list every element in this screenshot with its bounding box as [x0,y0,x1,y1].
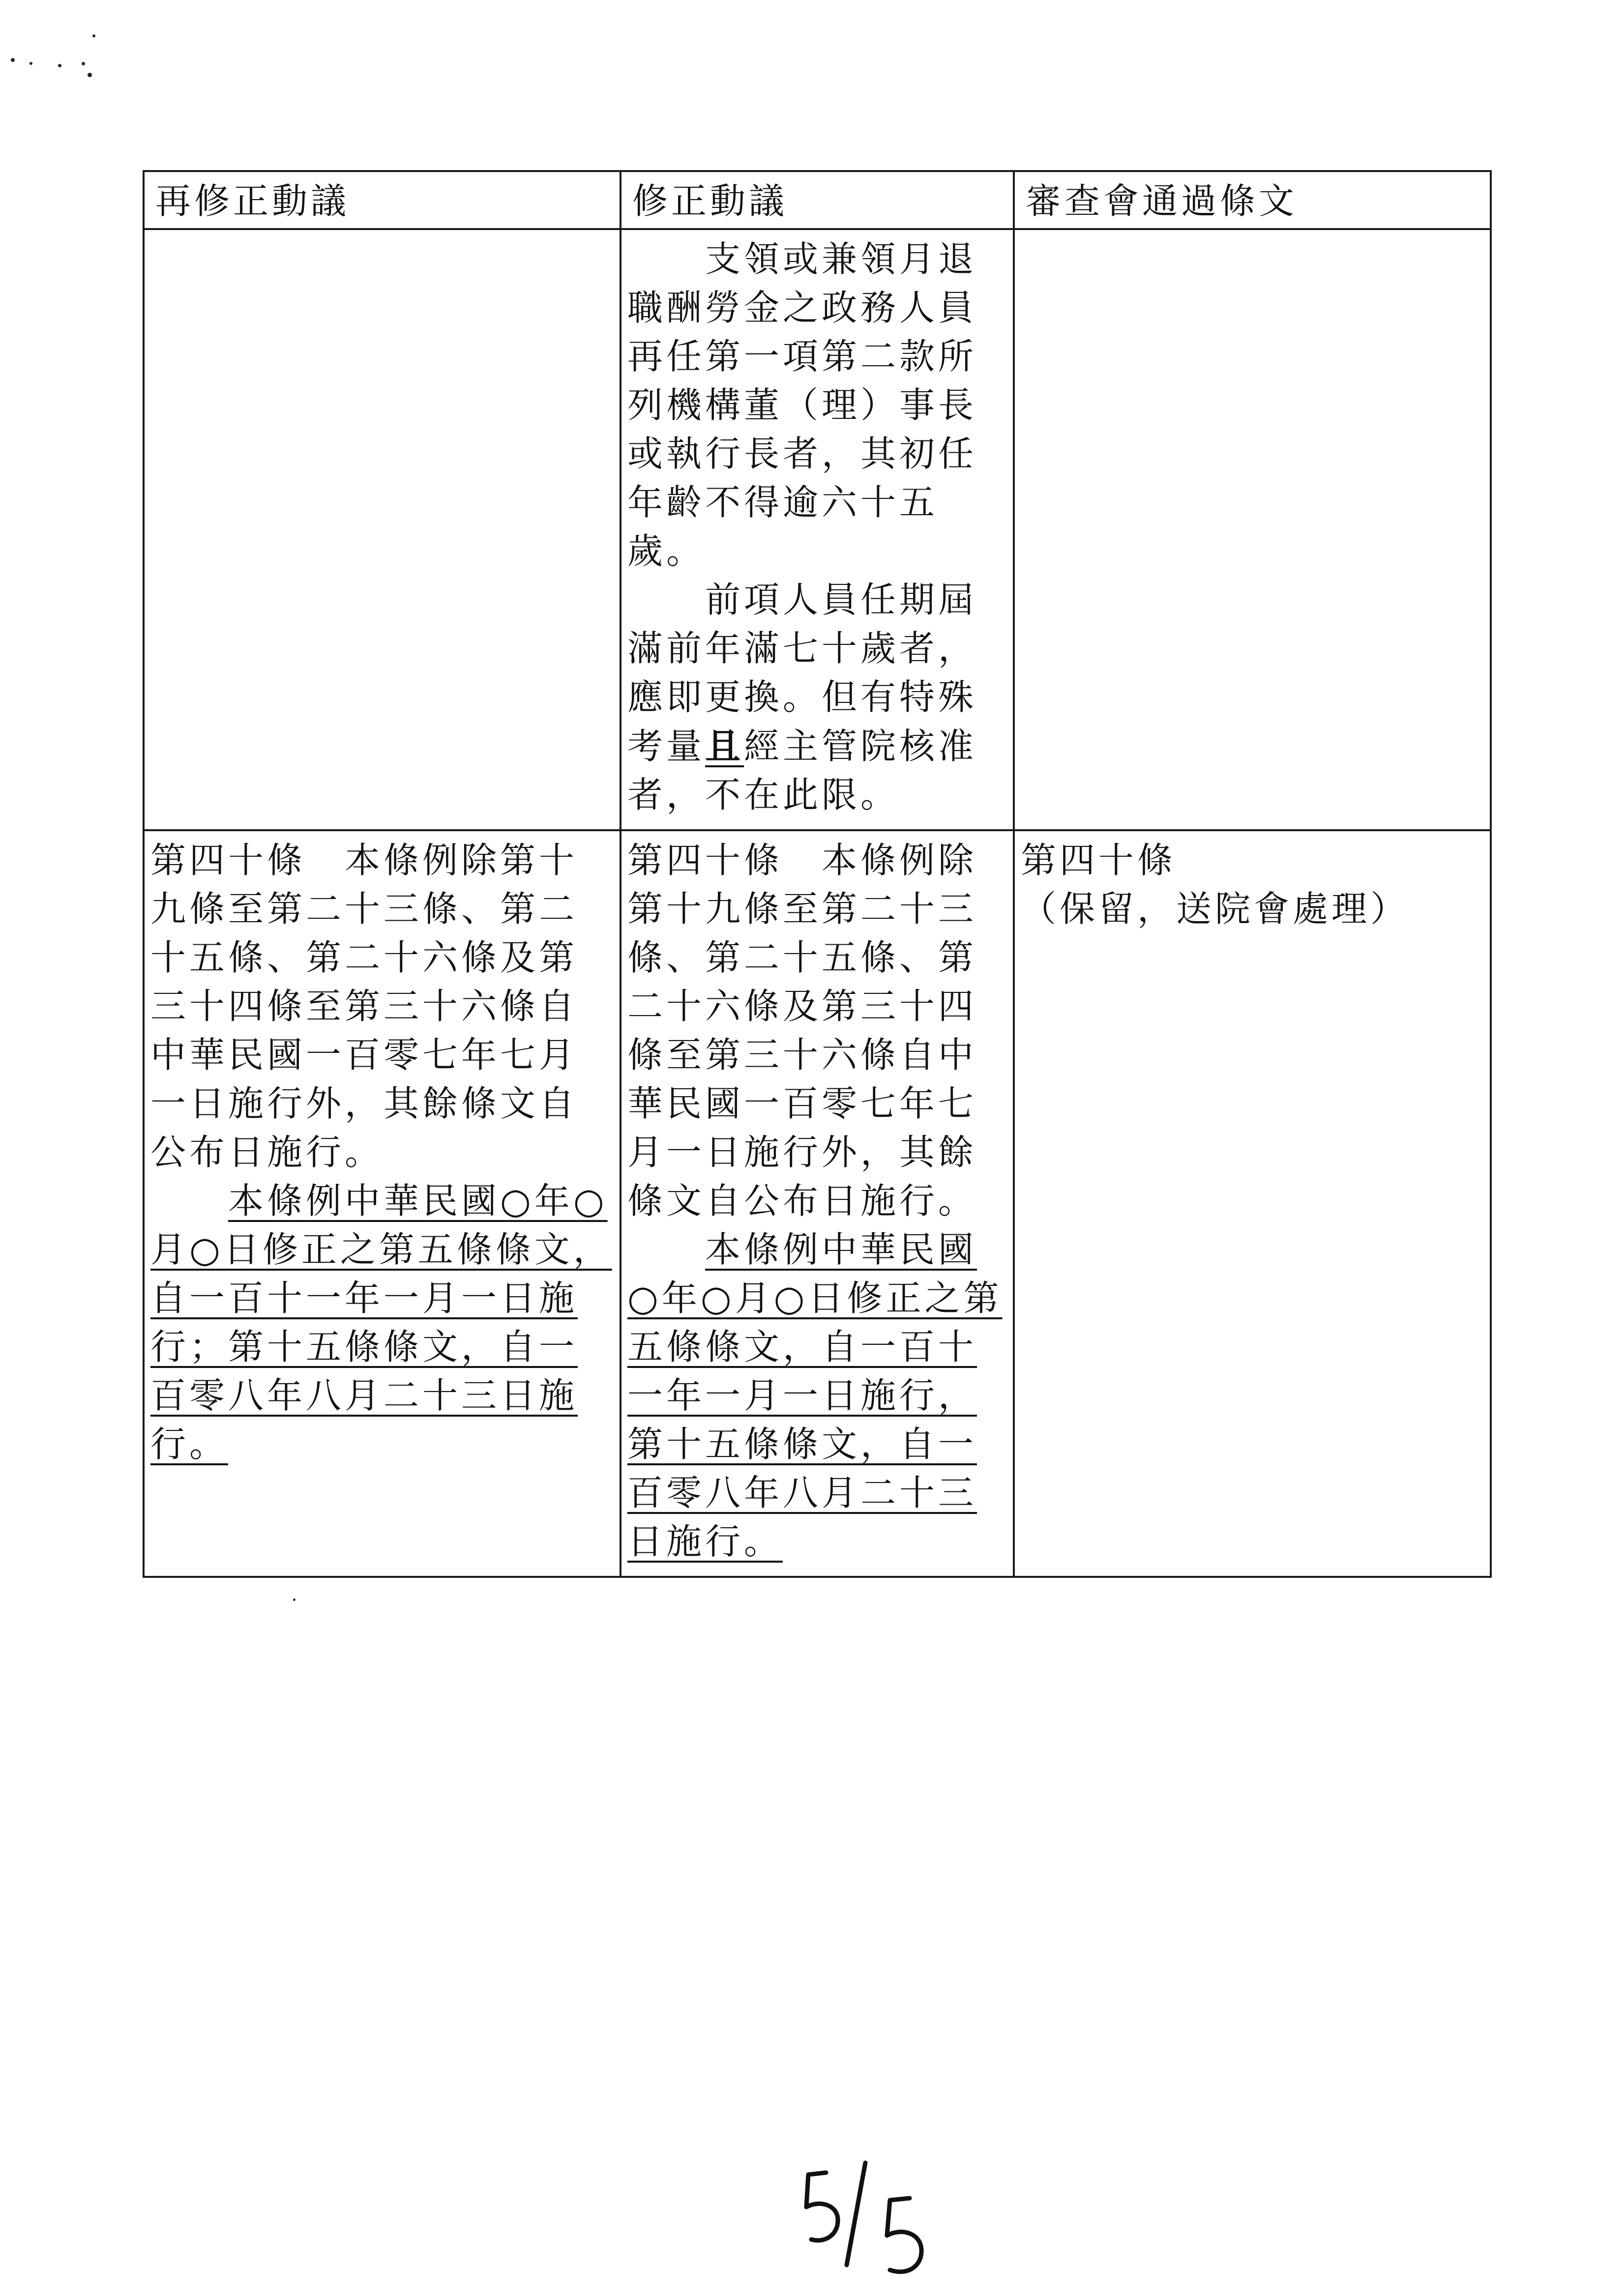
scan-speck [11,58,15,62]
scan-speck [58,64,61,67]
article-40-paragraph: 第四十條 本條例除第十九條至第二十三條、第二十五條、第二十六條及第三十四條至第三十六條自中華民國一百零七年七月一日施行外，其餘條文自公布日施行。 [150,840,578,1173]
amendment-text: 經主管院核准者，不在此限。 [627,726,977,815]
article-40-heading: 第四十條 [1021,840,1177,881]
committee-cell [1014,830,1491,1577]
scan-speck [30,62,32,65]
re-amendment-cell [144,830,620,1577]
table-row [144,229,1491,830]
table-header-row [144,171,1491,229]
amendment-cell [620,830,1014,1577]
amendment-text: 前項人員任期屆滿前年滿七十歲者，應即更換。但有特殊考量 [627,579,977,767]
amendment-cell [620,229,1014,830]
header-amendment-motion: 修正動議 [620,171,1014,229]
underlined-amendment-text: 本條例中華民國○年○月○日修正之第五條條文，自一百十一年一月一日施行；第十五條條文，自一百零八年八月二十三日施行。 [150,1180,612,1465]
amendment-paragraph: 支領或兼領月退職酬勞金之政務人員再任第一項第二款所列機構董（理）事長或執行長者，其初任年齡不得逾六十五歲。 [627,238,977,572]
re-amendment-cell-empty [144,229,620,830]
handwritten-page-number [792,2153,939,2281]
table-row [144,830,1491,1577]
header-committee-passed-text: 審查會通過條文 [1014,171,1491,229]
article-40-paragraph: 第四十條 本條例除第十九條至第二十三條、第二十五條、第二十六條及第三十四條至第三十六條自中華民國一百零七年七月一日施行外，其餘條文自公布日施行。 [627,840,977,1221]
reserved-note: （保留，送院會處理） [1021,888,1410,930]
header-re-amendment-motion: 再修正動議 [144,171,620,229]
scan-speck [293,1598,295,1601]
underlined-amendment-text: 本條例中華民國○年○月○日修正之第五條條文，自一百十一年一月一日施行，第十五條條文，自一百零八年八月二十三日施行。 [627,1229,1003,1562]
amendment-comparison-table [143,170,1492,1578]
scan-speck [82,62,85,65]
article-40-added-paragraph [150,1177,614,1469]
scan-speck [92,34,95,37]
committee-cell-empty [1014,229,1491,830]
amendment-paragraph [627,576,1007,819]
amended-word: 且 [705,725,744,767]
scan-speck [88,73,92,77]
article-40-added-paragraph [627,1225,1007,1566]
